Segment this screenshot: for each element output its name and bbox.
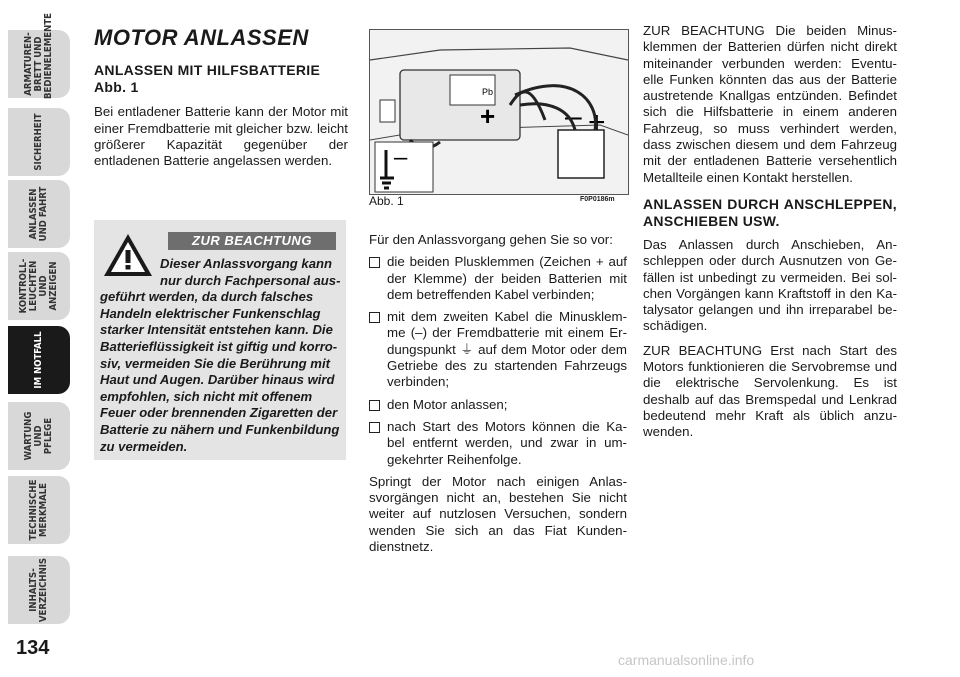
nav-tab-label: KONTROLL- LEUCHTEN UND ANZEIGEN [18, 258, 59, 314]
nav-tab[interactable] [8, 252, 70, 320]
middle-column [369, 232, 627, 555]
nav-tab-label: ANLASSEN UND FAHRT [28, 186, 49, 242]
right-column [643, 23, 897, 441]
list-item: den Motor anlassen; [369, 397, 627, 413]
figure-caption: Abb. 1 [369, 194, 404, 208]
nav-tab-label: ARMATUREN- BRETT UND BEDIENELEMENTE [23, 13, 54, 99]
checkbox-bullet-icon [369, 422, 380, 433]
checkbox-bullet-icon [369, 400, 380, 411]
procedure-outro: Springt der Motor nach einigen Anlas-svorgängen nicht an, bestehen Sie nicht weiter auf nutzlosen Versuchen, sondern wenden Sie sich an das Fiat Kunden-dienstnetz. [369, 473, 627, 555]
left-column [94, 25, 348, 169]
nav-tab[interactable] [8, 556, 70, 624]
warning-text [100, 256, 342, 455]
svg-text:–: – [565, 100, 582, 133]
svg-text:Pb: Pb [482, 87, 494, 97]
nav-tab[interactable] [8, 13, 70, 99]
list-item: mit dem zweiten Kabel die Minusklem-me (–) der Fremdbatterie mit einem Er-dungspunkt ⏚ auf dem Motor oder dem Getriebe des zu startenden Fahrzeugs verbinden; [369, 309, 627, 390]
watermark: carmanualsonline.info [618, 652, 755, 668]
nav-tab-label: TECHNISCHE MERKMALE [28, 479, 49, 541]
warning-text-rest: geführt werden, da durch falsches Handeln elektrischer Funkenschlag starker Intensität entstehen kann. Die Batterieflüssigkeit ist giftig und korro-siv, vermeiden Sie die Berührung mit Haut und Augen. Darüber hinaus wird empfohlen, sich nicht mit offenem Feuer oder brennenden Zigaretten der Batterie zu nähern und Funkenbildung zu vermeiden. [100, 289, 340, 454]
svg-text:+: + [480, 101, 496, 131]
checkbox-bullet-icon [369, 257, 380, 268]
section-heading-jumpstart: ANLASSEN MIT HILFSBATTERIE Abb. 1 [94, 62, 321, 96]
nav-tab[interactable] [8, 326, 70, 394]
nav-tab-label: SICHERHEIT [33, 113, 44, 171]
nav-tab[interactable] [8, 402, 70, 470]
nav-tab-label: WARTUNG UND PFLEGE [23, 411, 54, 461]
checkbox-bullet-icon [369, 312, 380, 323]
list-item: die beiden Plusklemmen (Zeichen + auf der Klemme) der beiden Batterien mit dem betreffenden Kabel verbinden; [369, 254, 627, 303]
figure-code: F0P0186m [580, 196, 615, 203]
figure-jumpstart-diagram [369, 29, 629, 195]
page-title: MOTOR ANLASSEN [94, 25, 309, 50]
battery-illustration [370, 30, 628, 194]
tow-start-body: Das Anlassen durch Anschieben, An-schleppen oder durch Ausnutzen von Ge-fällen ist unbedingt zu vermeiden. Bei sol-chen Vorgängen kann Kraftstoff in den Ka-talysator gelangen und ihn irreparabel be-schädigen. [643, 236, 897, 334]
servo-warning-note: ZUR BEACHTUNG Erst nach Start des Motors funktionieren die Servobremse und die elektrische Servolenkung. Es ist deshalb auf das Bremspedal und Lenkrad bedeutend mehr Kraft als üblich anzu-wenden. [643, 342, 897, 440]
procedure-steps [369, 254, 627, 468]
svg-text:–: – [394, 144, 408, 171]
nav-tab[interactable] [8, 108, 70, 176]
nav-tab-label: INHALTS- VERZEICHNIS [28, 557, 50, 623]
warning-text-first: Dieser Anlassvorgang kann nur durch Fachpersonal aus- [160, 256, 341, 288]
list-item: nach Start des Motors können die Ka-bel entfernt werden, und zwar in um-gekehrter Reihenfolge. [369, 419, 627, 468]
nav-tab[interactable] [8, 476, 70, 544]
page-number: 134 [16, 637, 50, 659]
warning-title: ZUR BEACHTUNG [168, 232, 336, 250]
nav-tab[interactable] [8, 180, 70, 248]
svg-text:+: + [588, 106, 606, 139]
procedure-intro: Für den Anlassvorgang gehen Sie so vor: [369, 232, 613, 247]
battery-warning-note: ZUR BEACHTUNG Die beiden Minus-klemmen der Batterien dürfen nicht direkt miteinander verbunden werden: Eventu-elle Funken könnten das aus der Batterie austretende Knallgas entzünden. Befindet sich die Hilfsbatterie in einem anderen Fahrzeug, so muss verhindert werden, dass zwischen diesem und dem Fahrzeug mit der entladenen Batterie versehentlich Metallteile einen Kontakt herstellen. [643, 23, 897, 185]
warning-box [94, 220, 346, 460]
nav-tab-label: IM NOTFALL [33, 331, 44, 389]
section-heading-tow-start: ANLASSEN DURCH ANSCHLEPPEN, ANSCHIEBEN USW. [643, 195, 897, 229]
jumpstart-intro: Bei entladener Batterie kann der Motor mit einer Fremdbatterie mit gleicher bzw. leicht größerer Kapazität gegenüber der entladenen Batterie angelassen werden. [94, 104, 348, 169]
